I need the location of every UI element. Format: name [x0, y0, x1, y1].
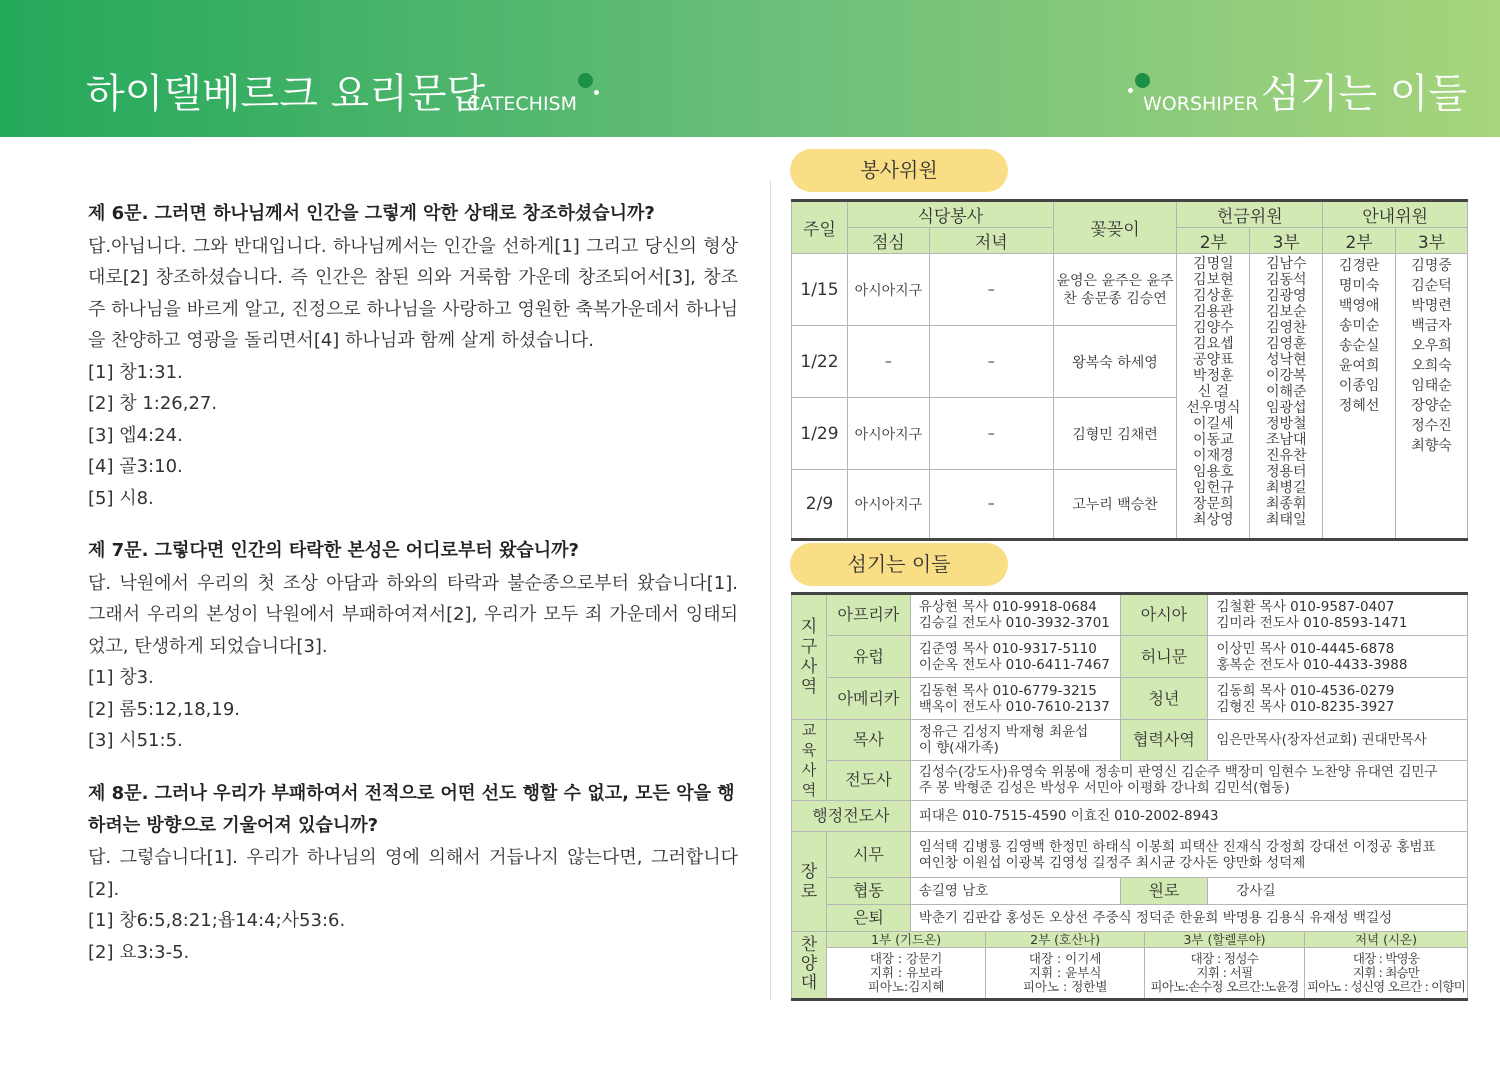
region-label: 유럽	[826, 636, 910, 678]
volunteer-name: 김영훈	[1265, 336, 1307, 352]
choir-members: 대장 : 정성수 지휘 : 서필 피아노:손수정 오르간:노윤경	[1145, 948, 1305, 998]
active-elders: 임석택 김병룡 김영백 한정민 하태식 이봉희 피택산 진재식 강정희 강대선 이정공 홍범표 여인창 이원섭 이광복 김영성 길정주 최시균 강사돈 양만화 성덕제	[910, 832, 1467, 878]
choir-members: 대장 : 박영웅 지휘 : 최승만 피아노 : 성신영 오르간 : 이향미	[1304, 948, 1467, 998]
choir-table	[827, 932, 1467, 998]
senior-label: 원로	[1120, 878, 1208, 905]
reference: [2] 요3:3-5.	[88, 941, 190, 963]
choir-members: 대장 : 강문기 지휘 : 유보라 피아노:김지혜	[827, 948, 986, 998]
region-contacts: 이상민 목사 010-4445-6878 홍복순 전도사 010-4433-3988	[1208, 636, 1468, 678]
col-guide-2: 2부	[1323, 228, 1396, 254]
senior-elders: 강사길	[1208, 878, 1468, 905]
guide-3-names	[1398, 256, 1465, 456]
volunteer-name: 선우명식	[1186, 400, 1241, 416]
col-guide: 안내위원	[1323, 201, 1468, 228]
reference: [1] 창1:31.	[88, 361, 183, 383]
decor-dot	[594, 90, 599, 95]
pastor-names: 정유근 김성지 박재형 최윤섭 이 향(새가족)	[910, 720, 1120, 761]
lunch-cell: 아시아지구	[847, 470, 929, 540]
volunteer-name: 임광섭	[1265, 400, 1307, 416]
volunteer-name: 김동석	[1265, 272, 1307, 288]
region-label: 아시아	[1120, 594, 1208, 636]
question: 제 6문. 그러면 하나님께서 인간을 그렇게 악한 상태로 창조하셨습니까?	[88, 203, 655, 224]
active-label: 시무	[826, 832, 910, 878]
volunteer-title-pill: 봉사위원	[790, 149, 1008, 192]
lunch-cell: 아시아지구	[847, 398, 929, 470]
answer: 답. 낙원에서 우리의 첫 조상 아담과 하와의 타락과 불순종으로부터 왔습니다[1]. 그래서 우리의 본성이 낙원에서 부패하여져서[2], 우리가 모두 죄 가운데서 잉태되었고, 탄생하게 되었습니다[3].	[88, 572, 738, 657]
volunteer-name: 장문희	[1193, 496, 1234, 512]
col-flower: 꽃꽂이	[1053, 201, 1177, 254]
volunteer-name: 임헌규	[1193, 480, 1234, 496]
volunteer-name: 김명중	[1411, 258, 1452, 274]
choir-name: 저녁 (시온)	[1304, 932, 1467, 948]
volunteer-name: 백금자	[1411, 318, 1452, 334]
volunteer-name: 김명일	[1193, 256, 1234, 272]
date-cell: 1/29	[792, 398, 848, 470]
volunteer-name: 오우희	[1411, 338, 1452, 354]
col-offering: 헌금위원	[1177, 201, 1323, 228]
decor-dot	[578, 73, 593, 88]
coop-label: 협력사역	[1120, 720, 1208, 761]
date-cell: 2/9	[792, 470, 848, 540]
volunteer-name: 김광영	[1265, 288, 1307, 304]
region-label: 아메리카	[826, 678, 910, 720]
volunteer-name: 이해준	[1265, 384, 1307, 400]
col-date: 주일	[792, 201, 848, 254]
volunteer-name: 김용관	[1193, 304, 1234, 320]
volunteer-name: 김순덕	[1411, 278, 1452, 294]
elder-label: 장로	[792, 832, 827, 932]
decor-dot	[1135, 73, 1150, 88]
volunteer-name: 진유찬	[1265, 448, 1307, 464]
volunteer-name: 김양수	[1193, 320, 1234, 336]
volunteer-name: 임태순	[1411, 378, 1452, 394]
evangelist-label: 전도사	[826, 760, 910, 801]
volunteer-name: 정용터	[1265, 464, 1307, 480]
servers-title-pill: 섬기는 이들	[790, 543, 1008, 586]
volunteer-name: 임용호	[1193, 464, 1234, 480]
volunteer-name: 정방철	[1265, 416, 1307, 432]
date-cell: 1/15	[792, 254, 848, 326]
servers-table	[791, 592, 1468, 1001]
catechism-q7	[88, 535, 738, 757]
flower-cell: 왕복숙 하세영	[1053, 326, 1177, 398]
region-contacts: 유상현 목사 010-9918-0684 김승길 전도사 010-3932-3701	[910, 594, 1120, 636]
dinner-cell: –	[929, 398, 1053, 470]
evangelist-names: 김성수(강도사)유영숙 위봉애 정송미 판영신 김순주 백장미 임현수 노찬양 유대연 김민구 주 봉 박형준 김성은 박성우 서민아 이평화 강나희 김민석(협동)	[910, 760, 1467, 801]
region-label: 청년	[1120, 678, 1208, 720]
reference: [4] 골3:10.	[88, 456, 183, 477]
col-meal: 식당봉사	[847, 201, 1053, 228]
answer: 답. 그렇습니다[1]. 우리가 하나님의 영에 의해서 거듭나지 않는다면, 그러합니다[2].	[88, 847, 738, 900]
retired-elders: 박춘기 김판갑 홍성돈 오상선 주중식 정덕준 한윤희 박명용 김용식 유재성 백길성	[910, 905, 1467, 932]
dinner-cell: –	[929, 254, 1053, 326]
choir-name: 3부 (할렐루야)	[1145, 932, 1305, 948]
coop-elders: 송길영 남호	[910, 878, 1120, 905]
answer: 답.아닙니다. 그와 반대입니다. 하나님께서는 인간을 선하게[1] 그리고 당신의 형상대로[2] 창조하셨습니다. 즉 인간은 참된 의와 거룩함 가운데 창조되어서[3], 창조주 하나님을 바르게 알고, 진정으로 하나님을 사랑하고 영원한 축복가운데서 하나님을 찬양하고 영광을 돌리면서[4] 하나님과 함께 살게 하셨습니다.	[88, 235, 738, 351]
volunteer-name: 김보순	[1265, 304, 1307, 320]
question: 제 8문. 그러나 우리가 부패하여서 전적으로 어떤 선도 행할 수 없고, 모든 악을 행하려는 방향으로 기울어져 있습니까?	[88, 783, 735, 836]
volunteer-name: 정수진	[1411, 418, 1452, 434]
table-row	[792, 254, 1468, 326]
pastor-label: 목사	[826, 720, 910, 761]
volunteer-name: 백영애	[1338, 298, 1380, 314]
reference: [2] 창 1:26,27.	[88, 393, 218, 414]
col-dinner: 저녁	[929, 228, 1053, 254]
region-contacts: 김준영 목사 010-9317-5110 이순옥 전도사 010-6411-7467	[910, 636, 1120, 678]
volunteer-name: 공양표	[1193, 352, 1234, 368]
col-offering-3: 3부	[1250, 228, 1323, 254]
region-contacts: 김동희 목사 010-4536-0279 김형진 목사 010-8235-3927	[1208, 678, 1468, 720]
reference: [3] 엡4:24.	[88, 424, 183, 446]
admin-contacts: 피대은 010-7515-4590 이효진 010-2002-8943	[910, 801, 1467, 832]
reference: [5] 시8.	[88, 487, 154, 509]
coop-elder-label: 협동	[826, 878, 910, 905]
volunteer-name: 신 걸	[1197, 384, 1230, 400]
volunteer-name: 최태일	[1265, 512, 1307, 528]
guide-2-names	[1325, 256, 1393, 416]
choir-name: 2부 (호산나)	[986, 932, 1145, 948]
volunteer-name: 송순실	[1338, 338, 1380, 354]
volunteer-name: 김남수	[1265, 256, 1307, 272]
volunteer-name: 김상훈	[1193, 288, 1234, 304]
volunteer-name: 이종임	[1338, 378, 1380, 394]
volunteer-name: 박명련	[1411, 298, 1452, 314]
volunteer-name: 최종휘	[1265, 496, 1307, 512]
choir-name: 1부 (기드온)	[827, 932, 986, 948]
volunteer-name: 송미순	[1338, 318, 1380, 334]
choir-label: 찬양대	[792, 932, 827, 1000]
volunteer-name: 이길세	[1193, 416, 1234, 432]
volunteer-name: 김영찬	[1265, 320, 1307, 336]
volunteer-name: 조남대	[1265, 432, 1307, 448]
catechism-q6	[88, 198, 738, 514]
volunteer-name: 김보현	[1193, 272, 1234, 288]
volunteer-name: 오희숙	[1411, 358, 1452, 374]
coop-names: 임은만목사(장자선교회) 권대만목사	[1208, 720, 1468, 761]
reference: [1] 창6:5,8:21;욥14:4;사53:6.	[88, 910, 346, 931]
col-guide-3: 3부	[1396, 228, 1468, 254]
dinner-cell: –	[929, 470, 1053, 540]
worshiper-subtitle: WORSHIPER	[1143, 93, 1259, 115]
region-label: 허니문	[1120, 636, 1208, 678]
volunteer-name: 이강복	[1265, 368, 1307, 384]
header-banner	[0, 0, 1500, 137]
admin-label: 행정전도사	[792, 801, 911, 832]
region-label: 아프리카	[826, 594, 910, 636]
column-divider	[770, 180, 771, 1000]
offering-2-names	[1179, 256, 1247, 528]
col-offering-2: 2부	[1177, 228, 1250, 254]
region-contacts: 김철환 목사 010-9587-0407 김미라 전도사 010-8593-1471	[1208, 594, 1468, 636]
retired-label: 은퇴	[826, 905, 910, 932]
edu-label: 교육사역	[792, 720, 827, 801]
volunteer-name: 윤여희	[1338, 358, 1380, 374]
lunch-cell: –	[847, 326, 929, 398]
flower-cell: 김형민 김채련	[1053, 398, 1177, 470]
decor-dot	[1128, 88, 1133, 93]
col-lunch: 점심	[847, 228, 929, 254]
worshiper-title: 섬기는 이들	[1261, 71, 1467, 117]
offering-3-names	[1252, 256, 1320, 528]
district-label: 지구사역	[792, 594, 827, 720]
catechism-q8	[88, 778, 738, 968]
volunteer-name: 성낙현	[1265, 352, 1307, 368]
region-contacts: 김동현 목사 010-6779-3215 백옥이 전도사 010-7610-2137	[910, 678, 1120, 720]
date-cell: 1/22	[792, 326, 848, 398]
volunteer-name: 최병길	[1265, 480, 1307, 496]
volunteer-name: 최상영	[1193, 512, 1234, 528]
reference: [2] 롬5:12,18,19.	[88, 698, 241, 720]
volunteer-name: 이재경	[1193, 448, 1234, 464]
volunteer-name: 장양순	[1411, 398, 1452, 414]
flower-cell: 고누리 백승찬	[1053, 470, 1177, 540]
volunteer-name: 이동교	[1193, 432, 1234, 448]
volunteer-name: 정혜선	[1338, 398, 1380, 414]
volunteer-name: 명미숙	[1338, 278, 1380, 294]
flower-cell: 윤영은 윤주은 윤주찬 송문종 김승연	[1053, 254, 1177, 326]
catechism-title: 하이델베르크 요리문답	[86, 71, 486, 117]
dinner-cell: –	[929, 326, 1053, 398]
question: 제 7문. 그렇다면 인간의 타락한 본성은 어디로부터 왔습니까?	[88, 540, 579, 561]
catechism-subtitle: CATECHISM	[467, 93, 578, 115]
volunteer-name: 최향숙	[1411, 438, 1452, 454]
choir-members: 대장 : 이기세 지휘 : 윤부식 피아노 : 정한별	[986, 948, 1145, 998]
reference: [1] 창3.	[88, 667, 154, 688]
volunteer-name: 박정훈	[1193, 368, 1234, 384]
volunteer-name: 김요셉	[1193, 336, 1234, 352]
volunteer-name: 김경란	[1338, 258, 1380, 274]
lunch-cell: 아시아지구	[847, 254, 929, 326]
volunteer-table	[791, 199, 1468, 541]
reference: [3] 시51:5.	[88, 730, 183, 751]
